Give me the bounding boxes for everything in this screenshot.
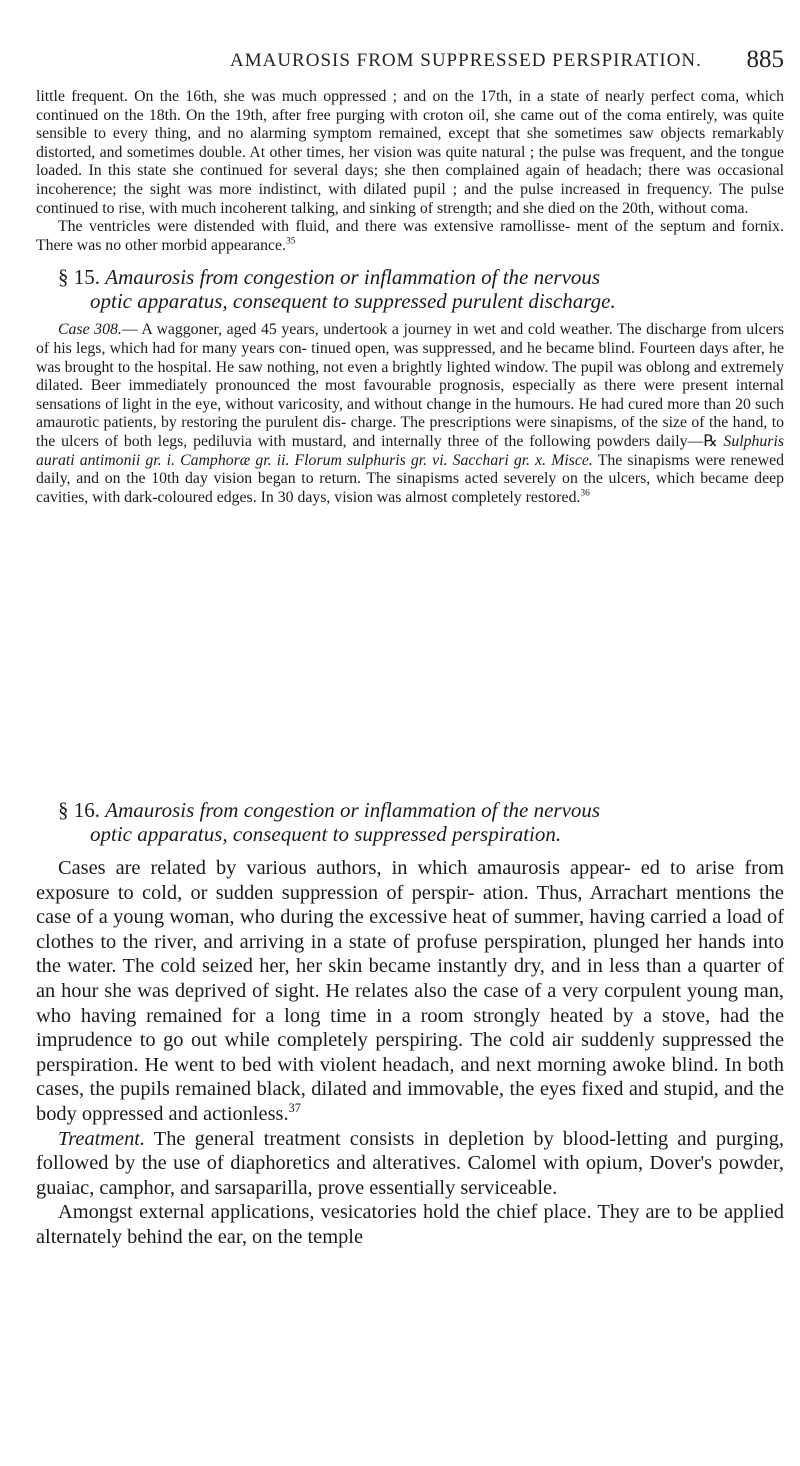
section-15-title-line1: Amaurosis from congestion or inflammation of the nervous	[105, 265, 601, 290]
large-print-block	[36, 856, 784, 1250]
autopsy-paragraph	[36, 218, 784, 255]
section-16-heading	[36, 798, 784, 846]
case-308-text-b: The sinapisms were renewed daily, and on the 10th day vision began to return. The sinapisms acted severely on the ulcers, which became deep cavities, with dark-coloured edges. In 30 days, vision was almost completely restored.	[36, 451, 784, 506]
case-308-label: Case 308.	[58, 321, 122, 339]
autopsy-text: The ventricles were distended with fluid, and there was extensive ramollisse- ment of the septum and fornix. There was no other morbid appearance.	[36, 218, 784, 254]
treatment-label: Treatment.	[58, 1127, 146, 1150]
section-15-number: § 15.	[58, 265, 100, 290]
external-applications-text: Amongst external applications, vesicatories hold the chief place. They are to be applied alternately behind the ear, on the temple	[36, 1201, 784, 1248]
section-16-title-line1: Amaurosis from congestion or inflammation of the nervous	[105, 798, 601, 822]
cases-text: Cases are related by various authors, in which amaurosis appear- ed to arise from exposure to cold, or sudden suppression of perspir- ation. Thus, Arrachart mentions the case of a young woman, who during the excessive heat of summer, having carried a load of clothes to the river, and arriving in a state of profuse perspiration, plunged her hands into the water. The cold seized her, her skin became instantly dry, and in less than a quarter of an hour she was deprived of sight. He relates also the case of a very corpulent young man, who having remained for a long time in a room strongly heated by a stove, had the imprudence to go out while completely perspiring. The cold air suddenly suppressed the perspiration. He went to bed with violent headach, and next morning awoke blind. In both cases, the pupils remained black, dilated and immovable, the eyes fixed and stupid, and the body oppressed and actionless.	[36, 857, 784, 1125]
footnote-ref-35: 35	[286, 236, 296, 247]
running-title: AMAUROSIS FROM SUPPRESSED PERSPIRATION.	[230, 50, 702, 71]
treatment-text: The general treatment consists in depletion by blood-letting and purging, followed by the use of diaphoretics and alteratives. Calomel with opium, Dover's powder, guaiac, camphor, and sarsaparilla, prove essentially serviceable.	[36, 1127, 784, 1199]
section-15-heading	[36, 265, 784, 313]
case-308-prescription: Sulphuris aurati antimonii gr. i. Camphoræ gr. ii. Florum sulphuris gr. vi. Sacchari gr. x. Misce.	[36, 432, 784, 469]
case-continuation-text: little frequent. On the 16th, she was much oppressed ; and on the 17th, in a state of nearly perfect coma, which continued on the 18th. On the 19th, after free purging with croton oil, she came out of the coma entirely, was quite sensible to every thing, and no alarming symptom remained, except that she sometimes saw objects remarkably distorted, and sometimes double. At other times, her vision was quite natural ; the pulse was frequent, and the tongue loaded. In this state she continued for several days; she then complained again of headach; there was occasional incoherence; the sight was more indistinct, with dilated pupil ; and the pulse increased in frequency. The pulse continued to rise, with much incoherent talking, and sinking of strength; and she died on the 20th, without coma.	[36, 88, 784, 217]
page-number: 885	[746, 46, 784, 73]
treatment-paragraph	[36, 1127, 784, 1201]
case-308-paragraph	[36, 321, 784, 507]
small-print-block	[36, 88, 784, 507]
footnote-ref-36: 36	[580, 488, 590, 499]
section-16-title-line2: optic apparatus, consequent to suppressed perspiration.	[90, 822, 562, 846]
cases-paragraph	[36, 856, 784, 1127]
footnote-ref-37: 37	[288, 1101, 301, 1116]
case-308-text-a: — A waggoner, aged 45 years, undertook a journey in wet and cold weather. The discharge from ulcers of his legs, which had for many years con- tinued open, was suppressed, and he became blind. Fourteen days after, he was brought to the hospital. He saw nothing, not even a brightly lighted window. The pupil was oblong and extremely dilated. Beer immediately pronounced the most favourable prognosis, especially as there were present internal sensations of light in the eye, without varicosity, and without change in the humours. He had cured more than 20 such amaurotic patients, by restoring the purulent dis- charge. The prescriptions were sinapisms, of the size of the hand, to the ulcers of both legs, pediluvia with mustard, and internally three of the following powders daily—℞	[36, 321, 784, 450]
section-16-number: § 16.	[58, 798, 100, 822]
case-continuation-paragraph	[36, 88, 784, 218]
section-15-title-line2: optic apparatus, consequent to suppressed purulent discharge.	[90, 289, 616, 314]
external-applications-paragraph	[36, 1200, 784, 1249]
